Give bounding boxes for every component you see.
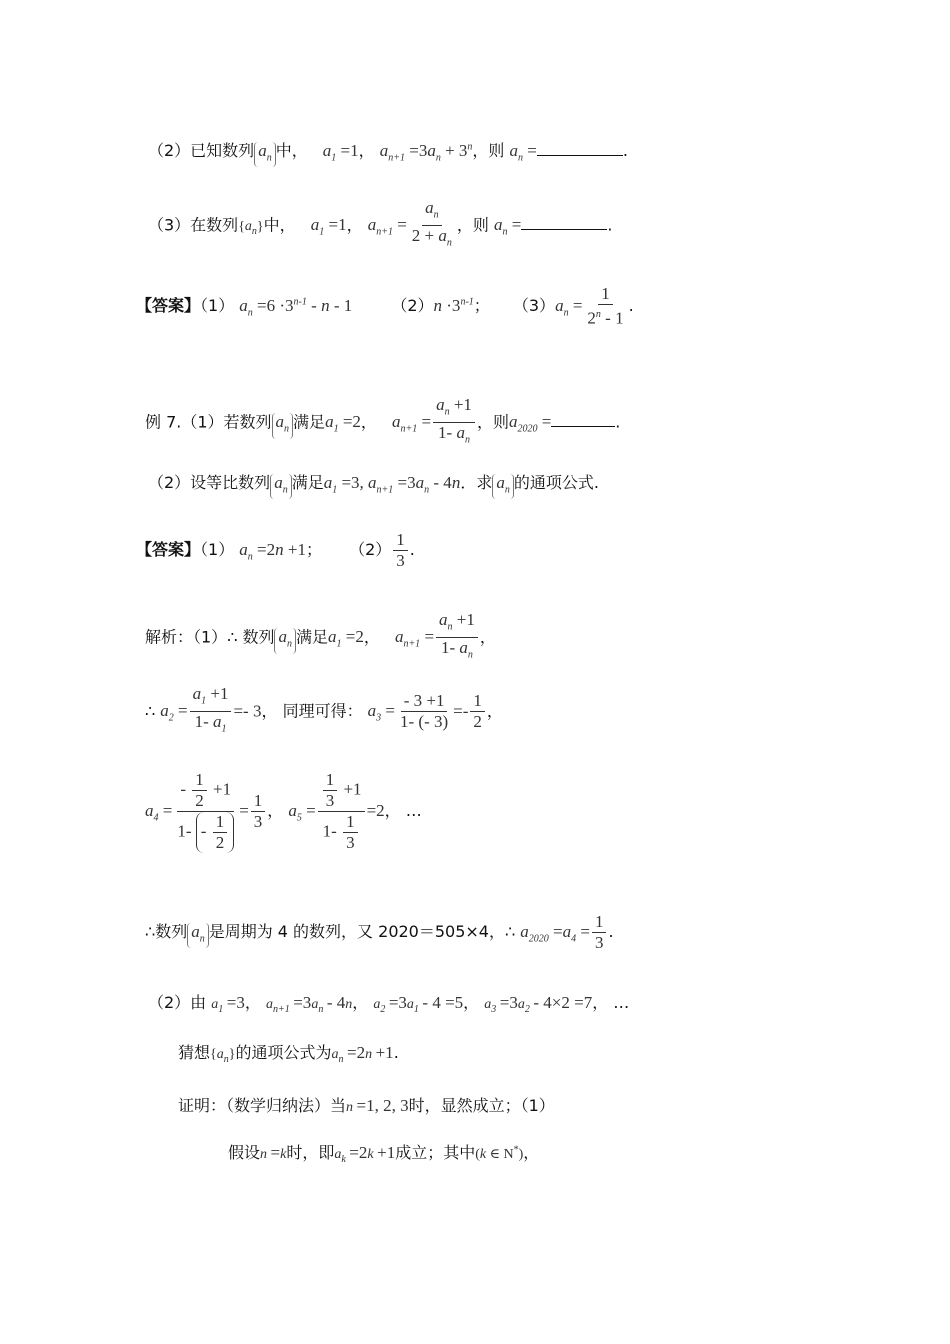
problem-2-line: （2）已知数列 $a_n$ 中， $a_1 =1$， $a_{n+1} =3a_n + 3^n$，则 $a_n$ = .: [148, 138, 628, 167]
problem-2-label: （2）已知数列: [148, 141, 255, 160]
example-7-label: 例 7.（1）若数列: [145, 412, 272, 432]
sequence-brace: $a_n$: [254, 142, 276, 167]
formula: $a_1 =1$: [310, 215, 347, 238]
solution-line-2: ∴ $a_2$ = $\frac{a_1 +1}{1- a_1}$ =- 3， 同理可得： $a_3$ = $\frac{- 3 +1}{1- (- 3)}$ =- $\frac{1}{2}$ ，: [145, 684, 503, 740]
assume-line: 假设n =k时，即$a_k =2k +1$成立；其中(k ∈ N*)，: [228, 1143, 540, 1165]
fraction: $\frac{1}{2}$: [470, 691, 485, 732]
answer-blank: [551, 426, 615, 427]
problem-3-label: （3）在数列: [148, 215, 239, 235]
formula: $a_n =6 \cdot 3^{n-1} - n - 1$: [239, 295, 353, 319]
problem-3-line: （3）在数列$\{a_n\}$中， $a_1 =1$， $a_{n+1}$ = $\frac{a_n}{2 + a_n}$ ，则 $a_n$ = .: [148, 198, 612, 254]
formula: $a_{n+1}$ =: [367, 215, 407, 238]
formula: $a_n$ =: [509, 141, 537, 164]
formula: $a_1 =1$: [322, 141, 359, 164]
fraction: $\frac{1}{3}$: [592, 912, 607, 953]
solution-line-4: ∴数列 $a_n$ 是周期为 4 的数列，又 2020＝505×4，∴ $a_{2020} =a_4$ = $\frac{1}{3}$ .: [145, 912, 614, 952]
guess-line: 猜想$\{a_n\}$的通项公式为$a_n =2n +1$.: [178, 1043, 399, 1065]
example-7-line: 例 7.（1）若数列 $a_n$ 满足$a_1 =2$， $a_{n+1}$ = $\frac{a_n +1}{1- a_n}$ ，则$a_{2020}$ = .: [145, 395, 620, 451]
formula: $a_n$ =: [494, 215, 522, 238]
fraction: $\frac{a_n +1}{1- a_n}$: [433, 395, 475, 451]
part-2-line: （2）由 $a_1 =3$， $a_{n+1} =3a_n - 4n$， $a_2 =3a_1 - 4 =5$， $a_3 =3a_2 - 4\times 2 =7$， …: [148, 993, 630, 1015]
fraction: $\frac{a_n +1}{1- a_n}$: [436, 610, 478, 666]
complex-fraction: - $\frac{1}{2}$ +1 1- - $\frac{1}{2}$: [174, 770, 237, 853]
proof-line: 证明：（数学归纳法）当n =1, 2, 3时，显然成立；（1）: [178, 1096, 555, 1115]
answer-line-2: 【答案】（1） $a_n =2n +1$； （2） $\frac{1}{3}$ .: [136, 530, 415, 570]
example-7b-line: （2）设等比数列 $a_n$ 满足$a_1 =3$, $a_{n+1} =3a_n - 4n$．求 $a_n$ 的通项公式.: [148, 470, 599, 499]
fraction: $\frac{1}{3}$: [251, 791, 266, 832]
complex-fraction: $\frac{1}{3}$ +1 1- $\frac{1}{3}$: [318, 770, 365, 853]
formula: $a_{n+1} =3a_n + 3^n$: [379, 141, 473, 164]
fraction: $\frac{- 3 +1}{1- (- 3)}$: [400, 691, 449, 732]
answer-blank: [521, 229, 607, 230]
answer-blank: [537, 155, 623, 156]
answer-line-1: 【答案】（1） $a_n =6 \cdot 3^{n-1} - n - 1$ $(2)n \cdot 3^{n-1}$； $(3)a_n$ = $\frac{1}{2^n - 1}$ .: [136, 284, 634, 328]
fraction: $\frac{a_1 +1}{1- a_1}$: [190, 684, 232, 740]
fraction: $\frac{a_n}{2 + a_n}$: [411, 198, 452, 249]
fraction: $\frac{1}{2^n - 1}$: [587, 284, 624, 328]
solution-line-3: $a_4$ = - $\frac{1}{2}$ +1 1- - $\frac{1}{2}$ = $\frac{1}{3}$ ， $a_5$ = $\frac{1}{3}$ +1 1- $\frac{1}{3}$ =2， …: [145, 770, 422, 852]
fraction: $\frac{1}{3}$: [393, 530, 408, 571]
solution-line-1: 解析：（1）∴ 数列 $a_n$ 满足$a_1 =2$， $a_{n+1}$ = $\frac{a_n +1}{1- a_n}$ ，: [145, 610, 496, 666]
